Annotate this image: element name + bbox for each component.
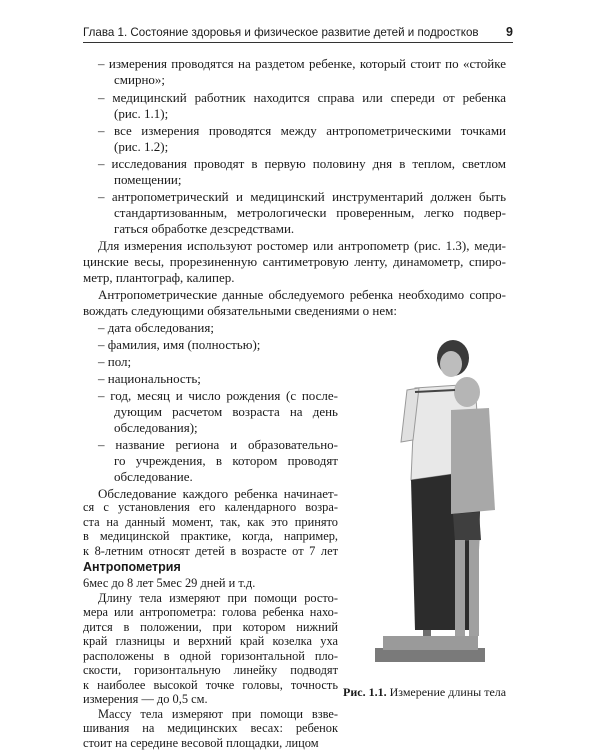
text-line: (рис. 1.1); <box>114 106 169 121</box>
text-line: скости, горизонтальную линейку подводят <box>83 663 338 677</box>
text-line: – измерения проводятся на раздетом ребенке, который стоит по «стойке <box>98 56 506 71</box>
text-line: го учреждения, в котором проводят <box>114 453 338 468</box>
text-line: – все измерения проводятся между антропометрическими точками <box>98 123 506 138</box>
text-line: обследования); <box>114 420 198 435</box>
text-line: гаться обработке дезсредствами. <box>114 221 295 236</box>
text-line: Антропометрические данные обследуемого ребенка необходимо сопро- <box>98 287 506 302</box>
text-line: смирно»; <box>114 72 166 87</box>
text-line: – пол; <box>98 354 132 369</box>
text-line: к наиболее высокой точке головы, точность <box>83 677 338 692</box>
text-line: шивания на медицинских весах: ребенок <box>83 721 338 735</box>
text-line: – фамилия, имя (полностью); <box>98 337 261 352</box>
text-line: – исследования проводят в первую половину дня в теплом, светлом <box>98 156 506 171</box>
page-number: 9 <box>506 25 513 39</box>
text-line: расположены в одной горизонтальной пло- <box>83 648 338 663</box>
text-line: мера или антропометра: голова ребенка нахо- <box>83 605 338 619</box>
text-line: дующим расчетом возраста на день <box>114 404 338 419</box>
figure-photo <box>355 330 515 670</box>
text-line: цинские весы, прорезиненную сантиметровую ленту, динамометр, спиро- <box>83 254 506 269</box>
text-line: вождать следующими обязательными сведениями о нем: <box>83 303 397 318</box>
text-line: Обследование каждого ребенка начинает- <box>98 486 338 501</box>
text-line: ся с установления его календарного возра- <box>83 500 338 514</box>
text-line: – дата обследования; <box>98 320 214 335</box>
text-line: – год, месяц и число рождения (с после- <box>98 388 338 403</box>
text-line: – медицинский работник находится справа или спереди от ребенка <box>98 90 506 105</box>
text-line: 6мес до 8 лет 5мес 29 дней и т.д. <box>83 576 256 590</box>
text-line: метр, плантограф, калипер. <box>83 270 235 285</box>
text-line: – национальность; <box>98 371 201 386</box>
text-line: Для измерения используют ростомер или антропометр (рис. 1.3), меди- <box>98 238 506 253</box>
caption-label: Рис. 1.1. <box>343 685 387 699</box>
text-line: край глазницы и верхний край козелка уха <box>83 634 338 648</box>
caption-text: Измерение длины тела <box>386 685 507 699</box>
text-line: Длину тела измеряют при помощи росто- <box>98 590 338 605</box>
text-line: обследование. <box>114 469 193 484</box>
text-line: Массу тела измеряют при помощи взве- <box>98 706 338 721</box>
chapter-title: Глава 1. Состояние здоровья и физическое развитие детей и подростков <box>83 26 479 39</box>
text-line: в медицинской практике, когда, например, <box>83 529 338 543</box>
text-line: помещении; <box>114 172 182 187</box>
text-line: – название региона и образовательно- <box>98 437 338 452</box>
text-line: ста на данный момент, так, как это принято <box>83 514 338 529</box>
text-line: стоит на середине весовой площадки, лицом <box>83 735 319 750</box>
text-line: дится в положении, при котором нижний <box>83 619 338 634</box>
section-heading: Антропометрия <box>83 560 181 574</box>
figure-caption <box>343 685 506 700</box>
text-line: (рис. 1.2); <box>114 139 169 154</box>
text-line: измерения — до 0,5 см. <box>83 692 208 706</box>
text-line: – антропометрический и медицинский инструментарий должен быть <box>98 189 506 204</box>
text-line: стандартизованным, метрологически проверенным, легко подвер- <box>114 205 506 220</box>
running-header <box>83 26 513 43</box>
text-line: к 8-летним относят детей в возрасте от 7 лет <box>83 543 338 558</box>
